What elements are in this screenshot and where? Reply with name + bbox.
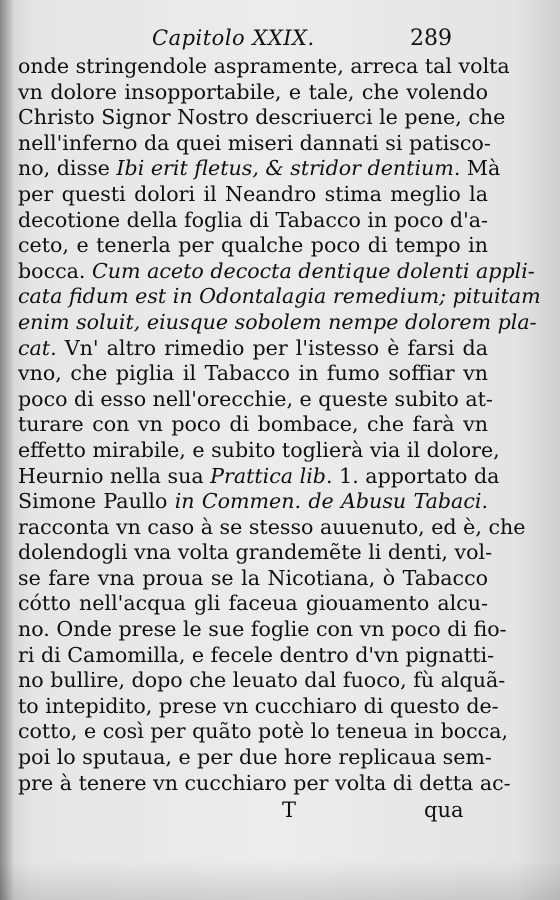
- roman-text: effetto mirabile, e subito toglierà via il dolore,: [18, 437, 500, 462]
- roman-text: . Vn' altro rimedio per l'istesso è farsi da: [50, 335, 488, 360]
- roman-text: Heurnio nella sua: [18, 463, 211, 488]
- text-line: [18, 566, 488, 592]
- roman-text: no. Onde prese le sue foglie con vn poco di fio-: [18, 617, 507, 642]
- text-line: [18, 540, 493, 566]
- roman-text: ceto, e tenerla per qualche poco di tempo in: [18, 233, 488, 258]
- roman-text: bocca.: [18, 258, 93, 283]
- roman-text: vn dolore insopportabile, e tale, che volendo: [18, 79, 488, 104]
- roman-text: . Mà: [453, 156, 501, 181]
- roman-text: dolendogli vna volta grandemẽte li denti, vol-: [18, 540, 493, 565]
- italic-text: Ibi erit fletus, & stridor dentium: [116, 156, 454, 181]
- text-line: [18, 233, 488, 259]
- text-line: [18, 258, 535, 285]
- roman-text: poi lo sputaua, e per due hore replicaua sem-: [18, 745, 492, 770]
- text-line: [18, 437, 500, 464]
- roman-text: Christo Signor Nostro descriuerci le pene, che: [18, 105, 506, 130]
- text-line: [18, 591, 488, 617]
- text-line: [18, 361, 488, 387]
- roman-text: to intepidito, prese vn cucchiaro di questo de-: [18, 693, 499, 718]
- text-line: [18, 182, 488, 208]
- roman-text: cótto nell'acqua gli faceua giouamento alcu-: [18, 591, 488, 616]
- text-line: [18, 309, 537, 336]
- text-line: [18, 668, 506, 694]
- text-line: [18, 386, 493, 413]
- roman-text: no bullire, dopo che leuato dal fuoco, fù alquã-: [18, 668, 506, 693]
- roman-text: pre à tenere vn cucchiaro per volta di detta ac-: [18, 770, 511, 795]
- text-line: [18, 208, 488, 234]
- catchword: qua: [424, 798, 464, 822]
- text-line: [18, 463, 500, 490]
- text-line: [18, 514, 526, 541]
- text-line: [18, 54, 510, 80]
- text-line: [18, 642, 495, 669]
- roman-text: no, disse: [18, 156, 117, 181]
- roman-text: vno, che piglia il Tabacco in fumo soffiar vn: [18, 361, 488, 386]
- roman-text: se fare vna proua se la Nicotiana, ò Tabacco: [18, 565, 488, 590]
- text-line: [18, 412, 488, 438]
- italic-text: Cum aceto decocta dentique dolenti appli-: [92, 258, 535, 283]
- page-number: 289: [410, 26, 452, 51]
- italic-text: Prattica lib: [210, 463, 326, 488]
- roman-text: cotto, e così per quãto potè lo teneua in bocca,: [18, 719, 509, 744]
- text-line: [18, 105, 506, 131]
- text-line: [18, 745, 492, 771]
- text-line: [18, 489, 488, 515]
- roman-text: .: [481, 489, 488, 514]
- text-line: [18, 617, 507, 643]
- text-line: [18, 770, 511, 797]
- text-line: [18, 719, 509, 745]
- roman-text: racconta vn caso à se stesso auuenuto, ed è, che: [18, 514, 526, 539]
- roman-text: Simone Paullo: [18, 489, 175, 514]
- roman-text: turare con vn poco di bombace, che farà vn: [18, 412, 488, 437]
- roman-text: decotione della foglia di Tabacco in poco d'a-: [18, 207, 488, 232]
- body-text: [18, 54, 541, 796]
- text-line: [18, 80, 488, 106]
- text-line: [18, 156, 501, 182]
- text-line: [18, 693, 499, 720]
- italic-text: cat: [18, 335, 51, 360]
- roman-text: onde stringendole aspramente, arreca tal volta: [18, 54, 510, 78]
- roman-text: nell'inferno da quei miseri dannati si patisco-: [18, 130, 491, 155]
- roman-text: per questi dolori il Neandro stima meglio la: [18, 181, 488, 206]
- roman-text: poco di esso nell'orecchie, e queste subito at-: [18, 386, 493, 411]
- page-footer: [0, 798, 560, 828]
- text-line: [18, 336, 488, 362]
- text-line: [18, 284, 541, 310]
- running-head: Capitolo XXIX.: [152, 26, 315, 50]
- italic-text: in Commen. de Abusu Tabaci: [174, 489, 482, 514]
- italic-text: cata fidum est in Odontalagia remedium; pituitam: [18, 284, 541, 309]
- roman-text: . 1. apportato da: [326, 463, 500, 488]
- page-shadow: [0, 860, 560, 900]
- italic-text: enim soluit, eiusque sobolem nempe dolorem pla-: [18, 309, 537, 334]
- signature-mark: T: [282, 798, 297, 822]
- spine-shadow: [0, 0, 14, 900]
- text-line: [18, 130, 491, 157]
- page-header: [0, 26, 560, 56]
- roman-text: ri di Camomilla, e fecele dentro d'vn pignatti-: [18, 642, 495, 667]
